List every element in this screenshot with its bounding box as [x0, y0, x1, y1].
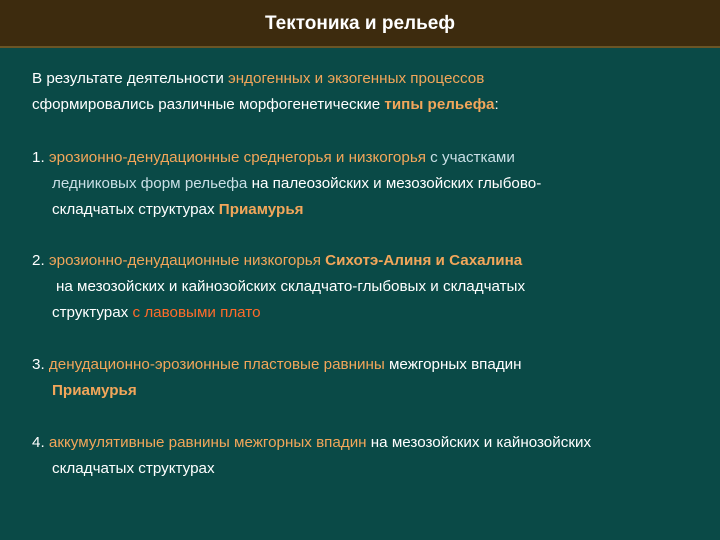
intro-paragraph [32, 66, 499, 118]
item1-line-3 [32, 197, 541, 223]
item-number: 1. [32, 149, 49, 166]
item2-line-1 [32, 248, 525, 274]
item3-text: межгорных впадин [384, 356, 522, 373]
item2-region: Сихотэ-Алиня и Сахалина [320, 252, 523, 269]
item2-text: структурах [52, 304, 133, 321]
intro-colon: : [494, 96, 499, 113]
item1-line-2 [32, 171, 541, 197]
list-item-2 [32, 248, 525, 326]
item4-line-1 [32, 430, 591, 456]
intro-highlight-processes: эндогенных и экзогенных процессов [228, 70, 485, 87]
intro-highlight-relief-types: типы рельефа [384, 96, 495, 113]
item2-line-2 [32, 274, 525, 300]
item2-line-3 [32, 300, 525, 326]
intro-text: В результате деятельности [32, 70, 229, 87]
item1-region: Приамурья [218, 201, 304, 218]
item2-highlight: эрозионно-денудационные низкогорья [48, 252, 321, 269]
item1-line-1 [32, 145, 541, 171]
item4-line-2 [32, 456, 591, 482]
item1-highlight-glacial: с участками [425, 149, 515, 166]
list-item-4 [32, 430, 591, 482]
item1-highlight-glacial: ледниковых форм рельефа [52, 175, 248, 192]
slide-title: Тектоника и рельеф [265, 13, 455, 34]
item3-line-1 [32, 352, 522, 378]
item1-text: на палеозойских и мезозойских глыбово- [247, 175, 542, 192]
intro-text: сформировались различные морфогенетические [32, 96, 385, 113]
item-number: 3. [32, 356, 49, 373]
list-item-3 [32, 352, 522, 404]
item3-region: Приамурья [52, 382, 137, 399]
item3-highlight: денудационно-эрозионные пластовые равнины [48, 356, 385, 373]
item4-highlight: аккумулятивные равнины межгорных впадин [48, 434, 367, 451]
item1-text: складчатых структурах [52, 201, 219, 218]
item4-text: на мезозойских и кайнозойских [366, 434, 592, 451]
item-number: 4. [32, 434, 49, 451]
item4-text: складчатых структурах [52, 460, 215, 477]
item2-highlight-lava: с лавовыми плато [132, 304, 261, 321]
list-item-1 [32, 145, 541, 223]
intro-line-1 [32, 66, 499, 92]
item2-text: на мезозойских и кайнозойских складчато-глыбовых и складчатых [56, 278, 526, 295]
item1-highlight: эрозионно-денудационные среднегорья и низкогорья [48, 149, 426, 166]
intro-line-2 [32, 92, 499, 118]
item-number: 2. [32, 252, 49, 269]
item3-line-2 [32, 378, 522, 404]
